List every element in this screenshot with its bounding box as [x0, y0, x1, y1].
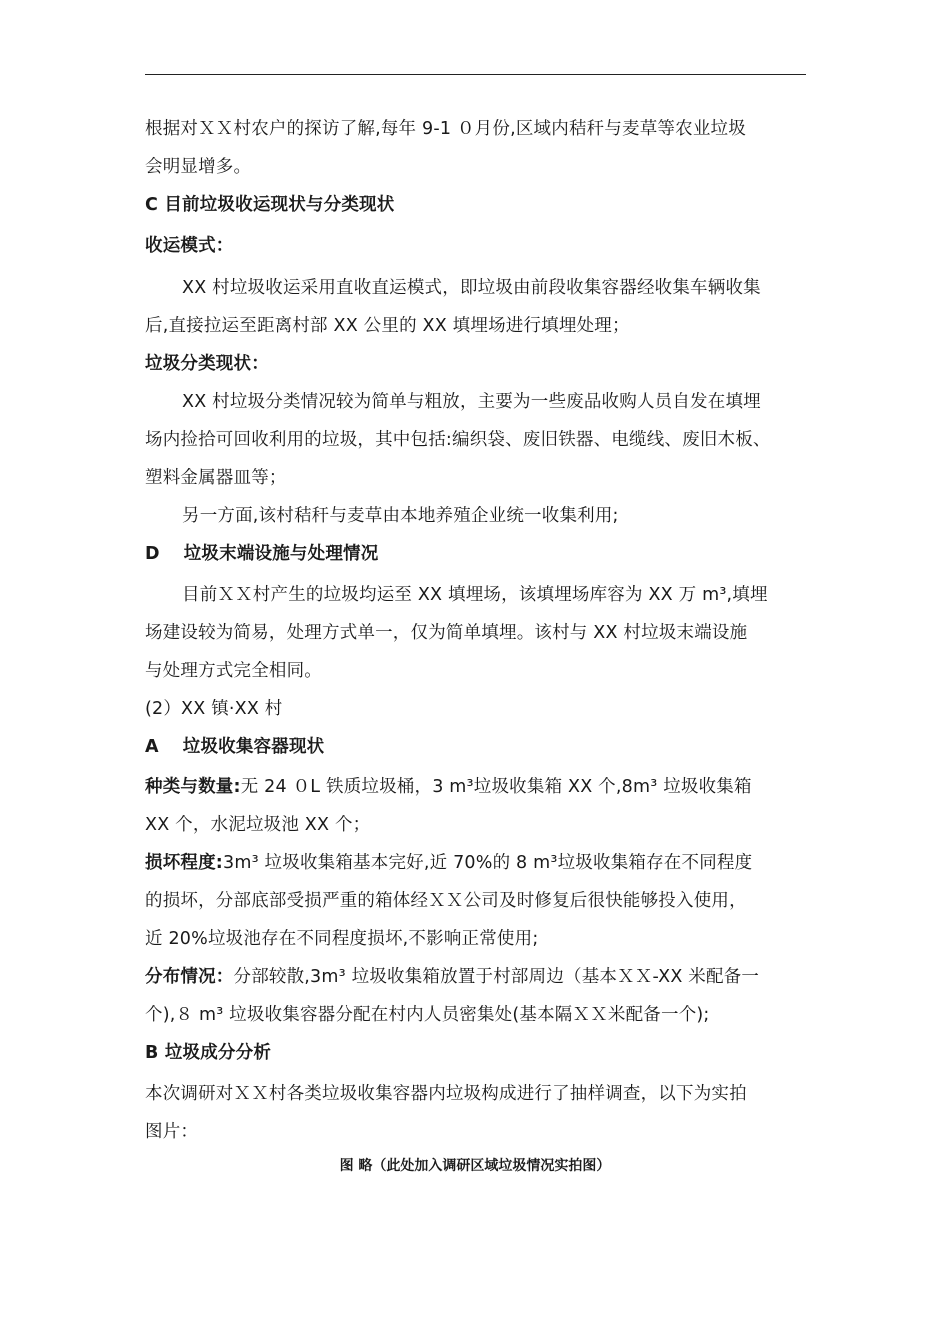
paragraph-line: XX 个，水泥垃圾池 XX 个； [145, 815, 371, 835]
paragraph-line [145, 775, 752, 799]
section-letter: A [145, 737, 159, 757]
paragraph-line: XX 村垃圾收运采用直收直运模式，即垃圾由前段收集容器经收集车辆收集 [182, 278, 761, 298]
paragraph-line: 另一方面,该村秸秆与麦草由本地养殖企业统一收集利用; [182, 506, 619, 526]
paragraph-line: 场建设较为简易，处理方式单一，仅为简单填埋。该村与 XX 村垃圾末端设施 [145, 623, 748, 643]
inline-text: 分部较散,3m³ 垃圾收集箱放置于村部周边（基本ＸＸ-XX 米配备一 [233, 967, 760, 987]
paragraph-line: 场内捡拾可回收利用的垃圾，其中包括:编织袋、废旧铁器、电缆线、废旧木板、 [145, 430, 771, 450]
paragraph-line: 根据对ＸＸ村农户的探访了解,每年 9-1 ０月份,区域内秸秆与麦草等农业垃圾 [145, 119, 746, 139]
section-heading [145, 735, 324, 759]
section-letter: D [145, 544, 160, 564]
section-title: 垃圾收集容器现状 [182, 737, 325, 757]
paragraph-line: (2）XX 镇·XX 村 [145, 699, 283, 719]
paragraph-line: 会明显增多。 [145, 157, 252, 177]
paragraph-line: 后,直接拉运至距离村部 XX 公里的 XX 填埋场进行填埋处理； [145, 316, 630, 336]
paragraph-line: XX 村垃圾分类情况较为简单与粗放，主要为一些废品收购人员自发在填埋 [182, 392, 761, 412]
header-rule [145, 74, 806, 75]
paragraph-line: 塑料金属器皿等； [145, 468, 287, 488]
paragraph-line: 近 20%垃圾池存在不同程度损坏,不影响正常使用; [145, 929, 539, 949]
subsection-heading: 垃圾分类现状： [145, 354, 269, 374]
inline-label: 种类与数量: [145, 777, 241, 797]
paragraph-line: 个),８ m³ 垃圾收集容器分配在村内人员密集处(基本隔ＸＸ米配备一个); [145, 1005, 710, 1025]
subsection-heading: 收运模式： [145, 236, 234, 256]
figure-caption: 图 略（此处加入调研区域垃圾情况实拍图） [339, 1158, 611, 1174]
paragraph-line: 图片： [145, 1122, 199, 1142]
paragraph-line: 的损坏，分部底部受损严重的箱体经ＸＸ公司及时修复后很快能够投入使用， [145, 891, 747, 911]
inline-text: 3m³ 垃圾收集箱基本完好,近 70%的 8 m³垃圾收集箱存在不同程度 [223, 853, 753, 873]
inline-label: 损坏程度: [145, 853, 223, 873]
section-heading: C 目前垃圾收运现状与分类现状 [145, 195, 395, 215]
inline-text: 无 24 ０L 铁质垃圾桶，3 m³垃圾收集箱 XX 个,8m³ 垃圾收集箱 [240, 777, 752, 797]
paragraph-line: 本次调研对ＸＸ村各类垃圾收集容器内垃圾构成进行了抽样调查，以下为实拍 [145, 1084, 747, 1104]
section-heading [145, 542, 378, 566]
section-heading: B 垃圾成分分析 [145, 1043, 272, 1063]
section-title: 垃圾末端设施与处理情况 [183, 544, 379, 564]
paragraph-line [145, 965, 759, 989]
inline-label: 分布情况： [145, 967, 234, 987]
paragraph-line [145, 851, 752, 875]
paragraph-line: 目前ＸＸ村产生的垃圾均运至 XX 填埋场，该填埋场库容为 XX 万 m³,填埋 [182, 585, 768, 605]
paragraph-line: 与处理方式完全相同。 [145, 661, 322, 681]
